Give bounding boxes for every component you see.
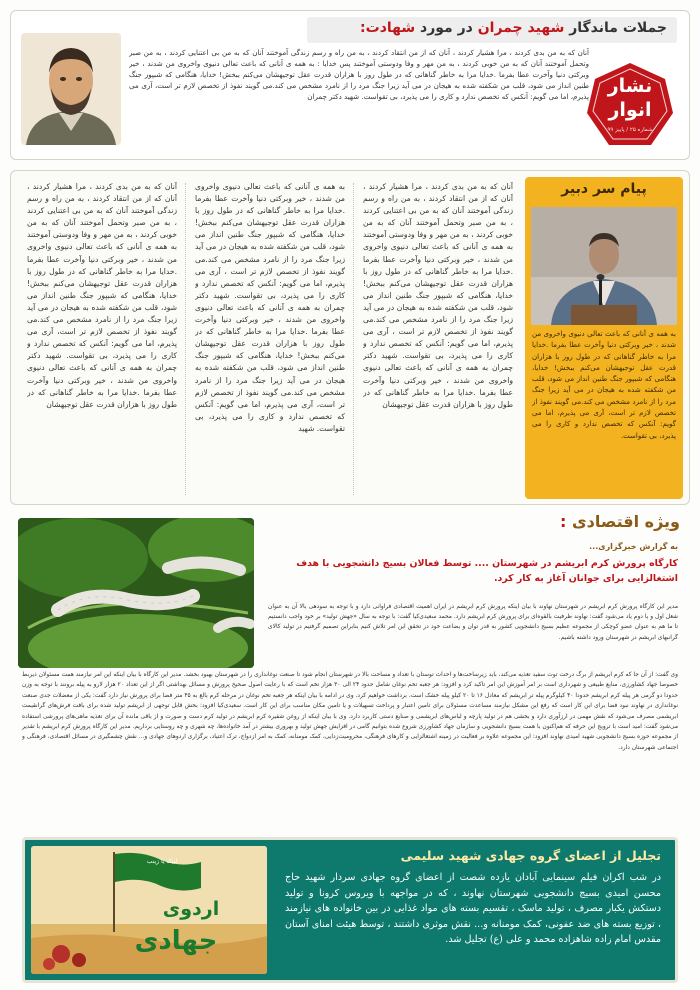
banner-text: در شب اکران فیلم سینمایی آبادان یازده شصت از اعضای گروه جهادی سردار شهید حاج محسن امیدی بسیج دانشجویی شهرستان نهاوند ، که در مواجهه با ویروس کرونا و تولید دستکش یکبار مصرف ، تولید ماسک ، تقسیم بسته های مواد غذایی در بین خانواده های نیازمند ، توزیع بسته های ضد عفونی، کمک مومنانه و... نقش موثری داشتند ، توسط هیئت امنای آستان مقدس امام زاده شاهزاده محمد و علی (ع) تجلیل شد. [285, 872, 661, 945]
text-column-3: آنان که به من بدی کردند ، مرا هشیار کردند ، آنان که از من انتقاد کردند ، به من راه و رسم زندگی آموختند آنان که به من بی اعتنایی کردند ، به من صبر وتحمل آموختند آنان که به من خوبی کردند ، به من مهر و وفا ودوستی آموختند به همه ی آنانی که باعث تعالی دنیوی واخروی من شدند ، خیر وبرکتی دنیا وآخرت عطا بفرما .خدایا مرا به خاطر گناهانی که در طول روز با هزاران قدرت عقل توجیهشان می‌کنم ببخش! خدایا، هنگامی که شبپور جنگ طنین انداز می شود، قلب من شکفته شده به هیجان در می آید زیرا جنگ مرد را از نامرد مشخص می کند.می گویند نفوذ از تخصص لازم تر است، آری می پذیرم، اما می گویم: آنکس که تخصص ندارد و کاری را می پذیرد، بی تقواست. شهید دکتر چمران به همه ی آنانی که باعث تعالی دنیوی واخروی من شدند ، خیر وبرکتی دنیا وآخرت عطا بفرما .خدایا مرا به خاطر گناهانی که در طول روز با هزاران قدرت عقل توجیهشان [27, 182, 177, 409]
title-prefix: جملات ماندگار [569, 20, 667, 36]
economic-section [10, 512, 690, 834]
editorial-section [10, 170, 690, 505]
speaker-photo [531, 207, 677, 325]
title-highlight: شهید چمران [477, 20, 565, 36]
editorial-photo [531, 207, 677, 325]
jihadi-camp-image [31, 846, 267, 974]
silkworm-illustration [18, 518, 254, 668]
logo-line2: انوار [608, 99, 652, 121]
publication-logo [585, 61, 675, 151]
camp-text-bottom: اردوی [162, 898, 220, 920]
logo-issue: شماره ۲۵ / پاییز ۹۹ [607, 127, 653, 133]
economic-kicker: به گزارش خبرگزاری... [589, 542, 678, 551]
camp-text-top: جهادی [134, 926, 218, 956]
quote-text: آنان که به من بدی کردند ، مرا هشیار کردند ، آنان که از من انتقاد کردند ، به من راه و رسم زندگی آموختند آنان که به من بی اعتنایی کردند ، به من صبر وتحمل آموختند آنان که به من خوبی کردند ، به من مهر و وفا ودوستی آموختند پس خدایا : به همه ی آنانی که باعث تعالی دنیوی واخروی من شدند ، خیر وبرکتی دنیا وآخرت عطا بفرما .خدایا مرا به خاطر گناهانی که در طول روز با هزاران قدرت عقل توجیهشان می‌کنم ببخش! خدایا، هنگامی که شبپور جنگ طنین انداز می شود، قلب من شکفته شده به هیجان در می آید زیرا جنگ مرد را از نامرد مشخص می کند.می گویند نفوذ از تخصص لازم تر است، آری می پذیرم، اما می گویم: آنکس که تخصص ندارد و کاری را می پذیرد، بی تقواست. شهید دکتر چمران [129, 48, 589, 101]
economic-body-intro: مدیر این کارگاه پرورش کرم ابریشم در شهرستان نهاوند با بیان اینکه پرورش کرم ابریشم در ایران اهمیت اقتصادی فراوانی دارد و با توجه به سودهی بالا آن به عنوان شغل اول و یا دوم یاد می‌شود گفت: نهاوند ظرفیت بالقوه‌ای برای پرورش کرم ابریشم دارد. محمد سعیدی‌کیا گفت: با توجه به سال «جهش تولید» بر خود واجب دانستیم تا ما هم به عنوان عضو کوچکی از مجموعه عظیم بسیج دانشجویی کشور به قدر توان و بضاعت خود در تحقق این امر تلاش کنیم بنابراین تصمیم گرفتیم در تولید کالای گرانبهای ابریشم در شهرستان ورود داشته باشیم. [268, 604, 678, 641]
text-column-2: به همه ی آنانی که باعث تعالی دنیوی واخروی من شدند ، خیر وبرکتی دنیا وآخرت عطا بفرما .خدایا مرا به خاطر گناهانی که در طول روز با هزاران قدرت عقل توجیهشان می‌کنم ببخش! خدایا، هنگامی که شبپور جنگ طنین انداز می شود، قلب من شکفته شده به هیجان در می آید زیرا جنگ مرد را از نامرد مشخص می کند.می گویند نفوذ از تخصص لازم تر است ، آری می پذیرم، اما می گویم: آنکس که تخصص ندارد و کاری را می پذیرد، بی تقواست. شهید دکتر چمران به همه ی آنانی که باعث تعالی دنیوی واخروی من شدند ، خیر وبرکتی دنیا وآخرت عطا بفرما .خدایا مرا به خاطر گناهانی که در طول روز با هزاران قدرت عقل توجیهشان می‌کنم ببخش! خدایا، هنگامی که شبپور جنگ طنین انداز می شود، قلب من شکفته شده به هیجان در می آید زیرا جنگ مرد را از نامرد مشخص می کند.می گویند نفوذ از تخصص لازم تر است، آری می پذیرم، اما می گویم: آنکس که تخصص ندارد و کاری را می پذیرد، بی تقواست. شهید [195, 182, 345, 433]
economic-headline: کارگاه پرورش کرم ابریشم در شهرستان .... توسط فعالان بسیج دانشجویی با هدف اشتغالزایی برای جوانان آغاز به کار کرد. [296, 558, 678, 584]
banner-title: تجلیل از اعضای گروه جهادی شهید سلیمی [400, 848, 661, 863]
logo-line1: نشار [607, 75, 653, 97]
flag-text: لبیک یا زینب [146, 858, 178, 865]
editorial-caption: به همه ی آنانی که باعث تعالی دنیوی واخروی من شدند ، خیر وبرکتی دنیا وآخرت عطا بفرما .خدایا مرا به خاطر گناهانی که در طول روز با هزاران قدرت عقل توجیهشان می‌کنم ببخش! خدایا، هنگامی که شبپور جنگ طنین انداز می شود، قلب من شکفته شده به هیجان در می آید زیرا جنگ مرد را از نامرد مشخص می کند.می گویند نفوذ از تخصص لازم تر است، آری می پذیرم، اما می گویم: آنکس که تخصص ندارد و کاری را می پذیرد، بی تقواست. [532, 330, 676, 440]
column-divider [353, 183, 354, 495]
portrait-illustration [21, 33, 121, 145]
martyr-quotes-section [10, 10, 690, 160]
editorial-title: پیام سر دبیر [561, 181, 647, 197]
economic-section-title: ویژه اقتصادی : [559, 512, 680, 531]
editorial-box [525, 177, 683, 499]
jihadi-group-banner [22, 837, 678, 983]
title-colon: : [360, 20, 366, 36]
quote-section-title [307, 17, 677, 43]
title-suffix: در مورد [420, 20, 473, 36]
martyr-portrait [21, 33, 121, 145]
economic-body: وی گفت: از آن جا که کرم ابریشم از برگ درخت توت سفید تغذیه می‌کند، باید زیرساخت‌ها و احداث توستان با تعداد و مساحت بالا در شهرستان انجام شود تا صنعت نوغانداری را در شهرستان بهبود بخشد. مدیر این کارگاه با بیان اینکه این امر نیازمند همت مسئولان ذیربط خصوصا جهاد کشاورزی، منابع طبیعی و شهرداری است بر امر آموزش این امر تاکید کرد و افزود: هر جعبه تخم نوغان شامل حدود ۲۴ الی ۳۰ هزار تخم است که با رعایت اصول صحیح پرورش و مسائل بهداشتی اگر از این تعداد ۲۰ هزار لارو به پیله برونند با توجه به وزن حدودا دو گرمی هر پیله کرم ابریشم حدودا ۴۰ کیلوگرم پیله تر ابریشم که معادل ۱۶ تا ۲۰ کیلو پیله خشک است، برداشت خواهیم کرد. وی در ادامه با بیان اینکه هر جعبه تخم نوغان در مرحله کرم بالغ به ۴۵ متر فضا برای پرورش نیاز دارد گفت: یکی از معضلات جدی صنعت نوغانداری در نهاوند نبود فضا برای این کار است که رفع این مشکل نیازمند مساعدت مسئولان برای تامین اعتبار و پرداخت تسهیلات و یا تامین مکان مناسب برای این کار است. سعیدی‌کیا افزود: بخش قابل توجهی از ابریشم تولید شده برای بافت فرش‌های گرانقیمت ابریشمی مصرف می‌شود که نقش مهمی در ارزآوری دارد و بخشی هم در تولید پارچه و لباس‌های ابریشمی و صنایع دستی کاربرد دارد. وی با بیان اینکه از روغن شفیره کرم ابریشم در تولید کرم دست و صورت و از باقی مانده آن برای تغذیه ماهی‌های پرورشی استفاده می‌شود گفت: امید است با ترویج این حرفه که هم‌اکنون با همت بسیج دانشجویی و سازمان جهاد کشاورزی شروع شده بتوانیم گامی در افزایش جهش تولید و بهروری بیشتر در آمد خانواده‌ها، چه شهری و چه روستایی برداریم. مدیر این کارگاه پرورش کرم ابریشم با تقدیر از مجموعه حوزه بسیج دانشجویی شهید امیدی نهاوند افزود: این مجموعه علاوه بر فعالیت در زمینه اشتغالزایی و کارهای فرهنگی، محرومیت‌زدایی، کمک مومنانه، کمک به امر ازدواج، ترک اعتیاد، برگزاری اردوهای جهادی و... نقش چشمگیری در مسائل اقتصادی، فرهنگی و اجتماعی شهرستان دارد. [22, 672, 678, 751]
economic-title-text: ویژه اقتصادی [571, 512, 680, 531]
title-highlight-2: شهادت [365, 20, 416, 36]
column-divider [185, 183, 186, 495]
silkworm-photo [18, 518, 254, 668]
text-column-1: آنان که به من بدی کردند ، مرا هشیار کردند ، آنان که از من انتقاد کردند ، به من راه و رسم زندگی آموختند آنان که به من بی اعتنایی کردند ، به من صبر وتحمل آموختند آنان که به من خوبی کردند ، به من مهر و وفا ودوستی آموختند به همه ی آنانی که باعث تعالی دنیوی واخروی من شدند ، خیر وبرکتی دنیا وآخرت عطا بفرما .خدایا مرا به خاطر گناهانی که در طول روز با هزاران قدرت عقل توجیهشان می‌کنم ببخش! خدایا، هنگامی که شبپور جنگ طنین انداز می شود، قلب من شکفته شده به هیجان در می آید زیرا جنگ مرد را از نامرد مشخص می کند.می گویند نفوذ از تخصص لازم تر است ، آری می پذیرم، اما می گویم: آنکس که تخصص ندارد و کاری را می پذیرد، بی تقواست. شهید دکتر چمران به همه ی آنانی که باعث تعالی دنیوی واخروی من شدند ، خیر وبرکتی دنیا وآخرت عطا بفرما .خدایا مرا به خاطر گناهانی که در طول روز با هزاران قدرت عقل توجیهشان [363, 182, 513, 409]
